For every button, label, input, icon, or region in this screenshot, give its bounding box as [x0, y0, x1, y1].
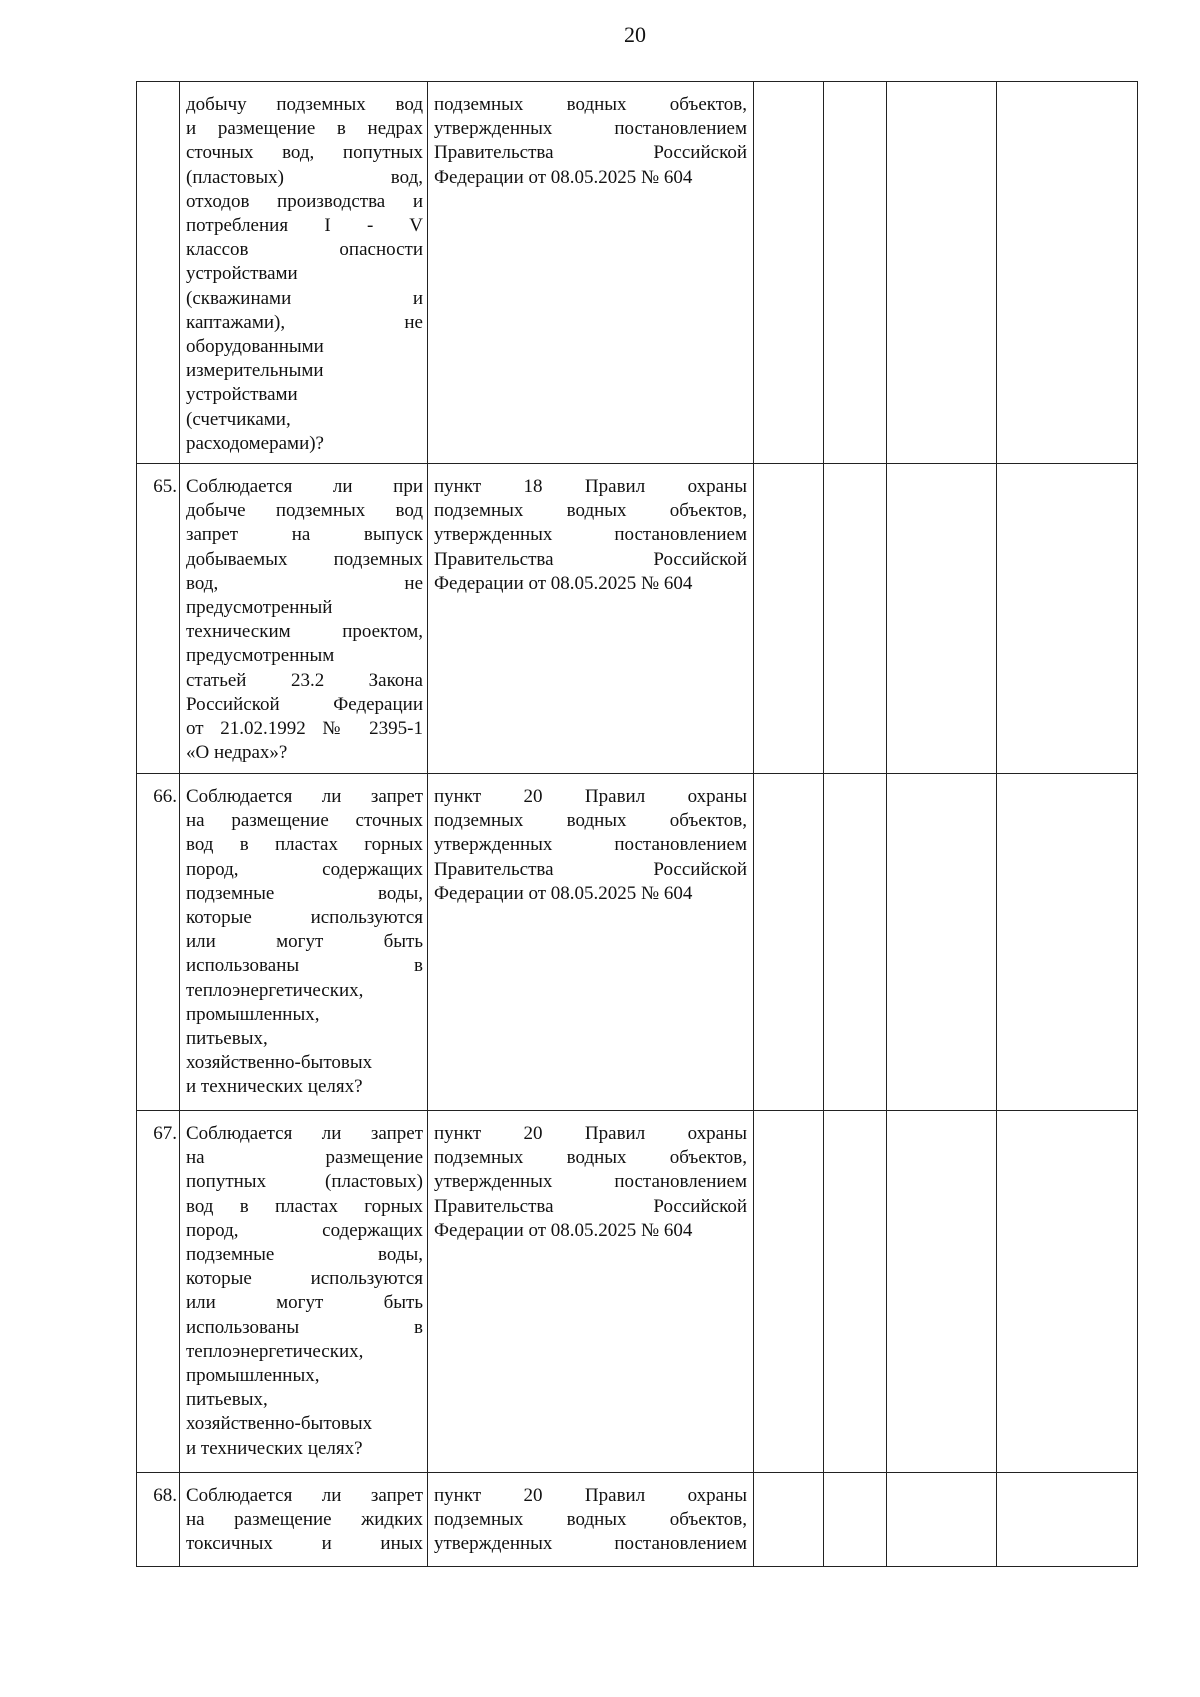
- question-line: промышленных,: [186, 1003, 320, 1025]
- question-line: предусмотренный: [186, 597, 333, 619]
- question-line: на размещение жидких: [186, 1509, 423, 1531]
- legal-reference: [428, 464, 754, 774]
- reference-line: Правительства Российской: [434, 548, 747, 570]
- question-line: устройствами: [186, 263, 298, 285]
- reference-line: Федерации от 08.05.2025 № 604: [434, 572, 693, 594]
- reference-line: пункт 20 Правил охраны: [434, 786, 747, 807]
- answer-yes-cell[interactable]: [754, 82, 824, 464]
- question-line: (счетчиками,: [186, 408, 291, 430]
- question-line: Соблюдается ли запрет: [186, 1123, 423, 1144]
- reference-line: утвержденных постановлением: [434, 834, 747, 856]
- note-cell[interactable]: [997, 1111, 1138, 1473]
- answer-yes-cell[interactable]: [754, 774, 824, 1111]
- note-cell[interactable]: [997, 774, 1138, 1111]
- reference-line: пункт 18 Правил охраны: [434, 476, 747, 497]
- question-line: Российской Федерации: [186, 693, 423, 715]
- question-line: измерительными: [186, 360, 324, 382]
- question-line: расходомерами)?: [186, 432, 324, 454]
- reference-line: подземных водных объектов,: [434, 810, 747, 832]
- question-line: промышленных,: [186, 1365, 320, 1387]
- answer-yes-cell[interactable]: [754, 1473, 824, 1567]
- question-line: статьей 23.2 Закона: [186, 669, 423, 691]
- reference-line: утвержденных постановлением: [434, 1533, 747, 1555]
- question-line: техническим проектом,: [186, 621, 423, 643]
- answer-no-cell[interactable]: [824, 82, 887, 464]
- answer-yes-cell[interactable]: [754, 1111, 824, 1473]
- question-line: от 21.02.1992 № 2395-1: [186, 718, 423, 740]
- page-number: 20: [624, 22, 646, 47]
- legal-reference: [428, 1473, 754, 1567]
- question-line: сточных вод, попутных: [186, 142, 423, 164]
- answer-no-cell[interactable]: [824, 1473, 887, 1567]
- row-number: 65.: [137, 464, 180, 774]
- question-line: добычу подземных вод: [186, 94, 423, 115]
- question-line: вод в пластах горных: [186, 834, 423, 856]
- reference-line: Правительства Российской: [434, 858, 747, 880]
- question-line: потребления I - V: [186, 215, 423, 237]
- question-line: пород, содержащих: [186, 1219, 423, 1241]
- row-number: 67.: [137, 1111, 180, 1473]
- question-line: вод, не: [186, 572, 423, 594]
- table-row: [137, 1111, 1138, 1473]
- question-line: питьевых,: [186, 1389, 268, 1411]
- question-line: попутных (пластовых): [186, 1171, 423, 1193]
- question-line: теплоэнергетических,: [186, 1340, 364, 1362]
- not-applicable-cell[interactable]: [887, 774, 997, 1111]
- question-line: хозяйственно-бытовых: [186, 1413, 373, 1435]
- question-line: пород, содержащих: [186, 858, 423, 880]
- question-line: и размещение в недрах: [186, 118, 423, 140]
- reference-line: подземных водных объектов,: [434, 1509, 747, 1531]
- question-line: на размещение сточных: [186, 810, 423, 832]
- reference-line: Правительства Российской: [434, 142, 747, 164]
- question-line: токсичных и иных: [186, 1533, 423, 1555]
- question-line: или могут быть: [186, 931, 423, 953]
- question-line: классов опасности: [186, 239, 423, 261]
- checklist-table: [136, 81, 1138, 1567]
- requirement-question: [180, 1473, 428, 1567]
- reference-line: утвержденных постановлением: [434, 1171, 747, 1193]
- legal-reference: [428, 82, 754, 464]
- question-line: на размещение: [186, 1147, 423, 1169]
- table-row: [137, 774, 1138, 1111]
- not-applicable-cell[interactable]: [887, 464, 997, 774]
- question-line: добываемых подземных: [186, 548, 423, 570]
- question-line: использованы в: [186, 1316, 423, 1338]
- requirement-question: [180, 774, 428, 1111]
- answer-no-cell[interactable]: [824, 464, 887, 774]
- question-line: подземные воды,: [186, 1244, 423, 1266]
- answer-yes-cell[interactable]: [754, 464, 824, 774]
- question-line: вод в пластах горных: [186, 1195, 423, 1217]
- answer-no-cell[interactable]: [824, 1111, 887, 1473]
- legal-reference: [428, 774, 754, 1111]
- question-line: оборудованными: [186, 336, 324, 358]
- question-line: или могут быть: [186, 1292, 423, 1314]
- question-line: предусмотренным: [186, 645, 335, 667]
- reference-line: Федерации от 08.05.2025 № 604: [434, 1219, 693, 1241]
- reference-line: Правительства Российской: [434, 1195, 747, 1217]
- not-applicable-cell[interactable]: [887, 1473, 997, 1567]
- question-line: Соблюдается ли запрет: [186, 1485, 423, 1506]
- reference-line: подземных водных объектов,: [434, 1147, 747, 1169]
- not-applicable-cell[interactable]: [887, 82, 997, 464]
- question-line: питьевых,: [186, 1028, 268, 1050]
- table-row: [137, 464, 1138, 774]
- question-line: и технических целях?: [186, 1437, 363, 1459]
- question-line: (пластовых) вод,: [186, 166, 423, 188]
- reference-line: подземных водных объектов,: [434, 94, 747, 115]
- row-number: 68.: [137, 1473, 180, 1567]
- question-line: которые используются: [186, 1268, 423, 1290]
- question-line: Соблюдается ли запрет: [186, 786, 423, 807]
- reference-line: утвержденных постановлением: [434, 524, 747, 546]
- question-line: устройствами: [186, 384, 298, 406]
- reference-line: подземных водных объектов,: [434, 500, 747, 522]
- reference-line: Федерации от 08.05.2025 № 604: [434, 166, 693, 188]
- question-line: хозяйственно-бытовых: [186, 1052, 373, 1074]
- question-line: запрет на выпуск: [186, 524, 423, 546]
- question-line: (скважинами и: [186, 287, 423, 309]
- question-line: теплоэнергетических,: [186, 979, 364, 1001]
- requirement-question: [180, 464, 428, 774]
- reference-line: утвержденных постановлением: [434, 118, 747, 140]
- row-number: [137, 82, 180, 464]
- question-line: которые используются: [186, 907, 423, 929]
- question-line: и технических целях?: [186, 1076, 363, 1098]
- note-cell[interactable]: [997, 464, 1138, 774]
- note-cell[interactable]: [997, 1473, 1138, 1567]
- question-line: каптажами), не: [186, 311, 423, 333]
- legal-reference: [428, 1111, 754, 1473]
- requirement-question: [180, 1111, 428, 1473]
- reference-line: Федерации от 08.05.2025 № 604: [434, 882, 693, 904]
- question-line: отходов производства и: [186, 190, 423, 212]
- question-line: Соблюдается ли при: [186, 476, 423, 497]
- question-line: подземные воды,: [186, 882, 423, 904]
- table-row: [137, 1473, 1138, 1567]
- requirement-question: [180, 82, 428, 464]
- reference-line: пункт 20 Правил охраны: [434, 1123, 747, 1144]
- question-line: использованы в: [186, 955, 423, 977]
- question-line: «О недрах»?: [186, 742, 288, 764]
- note-cell[interactable]: [997, 82, 1138, 464]
- answer-no-cell[interactable]: [824, 774, 887, 1111]
- table-row: [137, 82, 1138, 464]
- reference-line: пункт 20 Правил охраны: [434, 1485, 747, 1506]
- row-number: 66.: [137, 774, 180, 1111]
- not-applicable-cell[interactable]: [887, 1111, 997, 1473]
- question-line: добыче подземных вод: [186, 500, 423, 522]
